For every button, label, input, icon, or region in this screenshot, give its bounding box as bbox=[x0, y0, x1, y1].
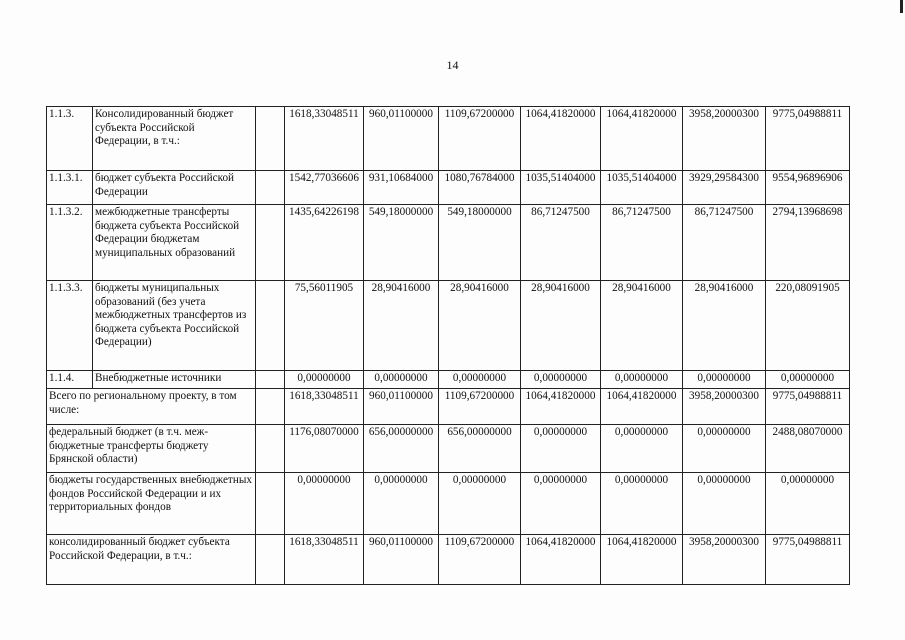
value-cell: 931,10684000 bbox=[364, 171, 439, 205]
value-cell: 0,00000000 bbox=[364, 473, 439, 535]
table-row bbox=[47, 473, 850, 535]
value-cell: 0,00000000 bbox=[521, 425, 601, 473]
empty-cell bbox=[256, 473, 285, 535]
value-cell: 0,00000000 bbox=[683, 371, 766, 389]
value-cell: 86,71247500 bbox=[601, 205, 683, 281]
value-cell: 0,00000000 bbox=[521, 371, 601, 389]
empty-cell bbox=[256, 205, 285, 281]
value-cell: 75,56011905 bbox=[285, 281, 364, 371]
value-cell: 3929,29584300 bbox=[683, 171, 766, 205]
value-cell: 656,00000000 bbox=[364, 425, 439, 473]
value-cell: 1035,51404000 bbox=[521, 171, 601, 205]
table-row bbox=[47, 205, 850, 281]
value-cell: 9554,96896906 bbox=[766, 171, 850, 205]
value-cell: 0,00000000 bbox=[683, 425, 766, 473]
budget-table bbox=[46, 106, 850, 585]
empty-cell bbox=[256, 371, 285, 389]
value-cell: 1064,41820000 bbox=[601, 107, 683, 171]
value-cell: 3958,20000300 bbox=[683, 389, 766, 425]
empty-cell bbox=[256, 107, 285, 171]
table-row bbox=[47, 371, 850, 389]
value-cell: 1064,41820000 bbox=[521, 107, 601, 171]
empty-cell bbox=[256, 425, 285, 473]
table-row bbox=[47, 107, 850, 171]
row-code: 1.1.4. bbox=[47, 371, 93, 389]
value-cell: 0,00000000 bbox=[683, 473, 766, 535]
value-cell: 28,90416000 bbox=[439, 281, 521, 371]
row-name: Внебюджетные источники bbox=[93, 371, 256, 389]
empty-cell bbox=[256, 535, 285, 585]
table-row bbox=[47, 389, 850, 425]
value-cell: 2488,08070000 bbox=[766, 425, 850, 473]
empty-cell bbox=[256, 171, 285, 205]
value-cell: 549,18000000 bbox=[364, 205, 439, 281]
value-cell: 960,01100000 bbox=[364, 107, 439, 171]
value-cell: 1064,41820000 bbox=[521, 389, 601, 425]
value-cell: 1618,33048511 bbox=[285, 107, 364, 171]
row-code: 1.1.3.2. bbox=[47, 205, 93, 281]
value-cell: 9775,04988811 bbox=[766, 107, 850, 171]
value-cell: 0,00000000 bbox=[601, 371, 683, 389]
value-cell: 0,00000000 bbox=[364, 371, 439, 389]
value-cell: 2794,13968698 bbox=[766, 205, 850, 281]
value-cell: 960,01100000 bbox=[364, 389, 439, 425]
value-cell: 1618,33048511 bbox=[285, 535, 364, 585]
value-cell: 0,00000000 bbox=[766, 473, 850, 535]
value-cell: 1109,67200000 bbox=[439, 107, 521, 171]
row-code: 1.1.3.1. bbox=[47, 171, 93, 205]
value-cell: 86,71247500 bbox=[683, 205, 766, 281]
row-name: бюджеты муниципальных образований (без учета межбюджетных трансфертов из бюджета субъекта Российской Федерации) bbox=[93, 281, 256, 371]
value-cell: 3958,20000300 bbox=[683, 535, 766, 585]
row-name: Всего по региональному проекту, в том числе: bbox=[47, 389, 256, 425]
value-cell: 1064,41820000 bbox=[601, 389, 683, 425]
value-cell: 0,00000000 bbox=[601, 473, 683, 535]
value-cell: 28,90416000 bbox=[683, 281, 766, 371]
table-row bbox=[47, 535, 850, 585]
value-cell: 0,00000000 bbox=[521, 473, 601, 535]
value-cell: 1064,41820000 bbox=[601, 535, 683, 585]
value-cell: 1618,33048511 bbox=[285, 389, 364, 425]
value-cell: 9775,04988811 bbox=[766, 535, 850, 585]
row-name: бюджет субъекта Российской Федерации bbox=[93, 171, 256, 205]
value-cell: 1080,76784000 bbox=[439, 171, 521, 205]
value-cell: 0,00000000 bbox=[601, 425, 683, 473]
table-row bbox=[47, 425, 850, 473]
value-cell: 1064,41820000 bbox=[521, 535, 601, 585]
row-name: межбюджетные трансферты бюджета субъекта Российской Федерации бюджетам муниципальных образований bbox=[93, 205, 256, 281]
value-cell: 1109,67200000 bbox=[439, 535, 521, 585]
value-cell: 28,90416000 bbox=[521, 281, 601, 371]
row-code: 1.1.3.3. bbox=[47, 281, 93, 371]
value-cell: 0,00000000 bbox=[439, 473, 521, 535]
value-cell: 549,18000000 bbox=[439, 205, 521, 281]
value-cell: 86,71247500 bbox=[521, 205, 601, 281]
row-name: консолидированный бюджет субъекта Российской Федерации, в т.ч.: bbox=[47, 535, 256, 585]
table-row bbox=[47, 281, 850, 371]
value-cell: 1176,08070000 bbox=[285, 425, 364, 473]
row-name: бюджеты государственных внебюджетных фондов Российской Федерации и их территориальных фондов bbox=[47, 473, 256, 535]
value-cell: 1109,67200000 bbox=[439, 389, 521, 425]
value-cell: 656,00000000 bbox=[439, 425, 521, 473]
empty-cell bbox=[256, 389, 285, 425]
value-cell: 0,00000000 bbox=[766, 371, 850, 389]
value-cell: 220,08091905 bbox=[766, 281, 850, 371]
page-number: 14 bbox=[446, 58, 459, 72]
value-cell: 960,01100000 bbox=[364, 535, 439, 585]
row-name: федеральный бюджет (в т.ч. меж-бюджетные трансферты бюджету Брянской области) bbox=[47, 425, 256, 473]
empty-cell bbox=[256, 281, 285, 371]
value-cell: 28,90416000 bbox=[364, 281, 439, 371]
value-cell: 0,00000000 bbox=[285, 473, 364, 535]
value-cell: 0,00000000 bbox=[285, 371, 364, 389]
value-cell: 0,00000000 bbox=[439, 371, 521, 389]
value-cell: 3958,20000300 bbox=[683, 107, 766, 171]
value-cell: 28,90416000 bbox=[601, 281, 683, 371]
row-name: Консолидированный бюджет субъекта Российской Федерации, в т.ч.: bbox=[93, 107, 256, 171]
row-code: 1.1.3. bbox=[47, 107, 93, 171]
table-row bbox=[47, 171, 850, 205]
value-cell: 1542,77036606 bbox=[285, 171, 364, 205]
page-edge-mark bbox=[900, 0, 903, 13]
value-cell: 1435,64226198 bbox=[285, 205, 364, 281]
value-cell: 1035,51404000 bbox=[601, 171, 683, 205]
value-cell: 9775,04988811 bbox=[766, 389, 850, 425]
